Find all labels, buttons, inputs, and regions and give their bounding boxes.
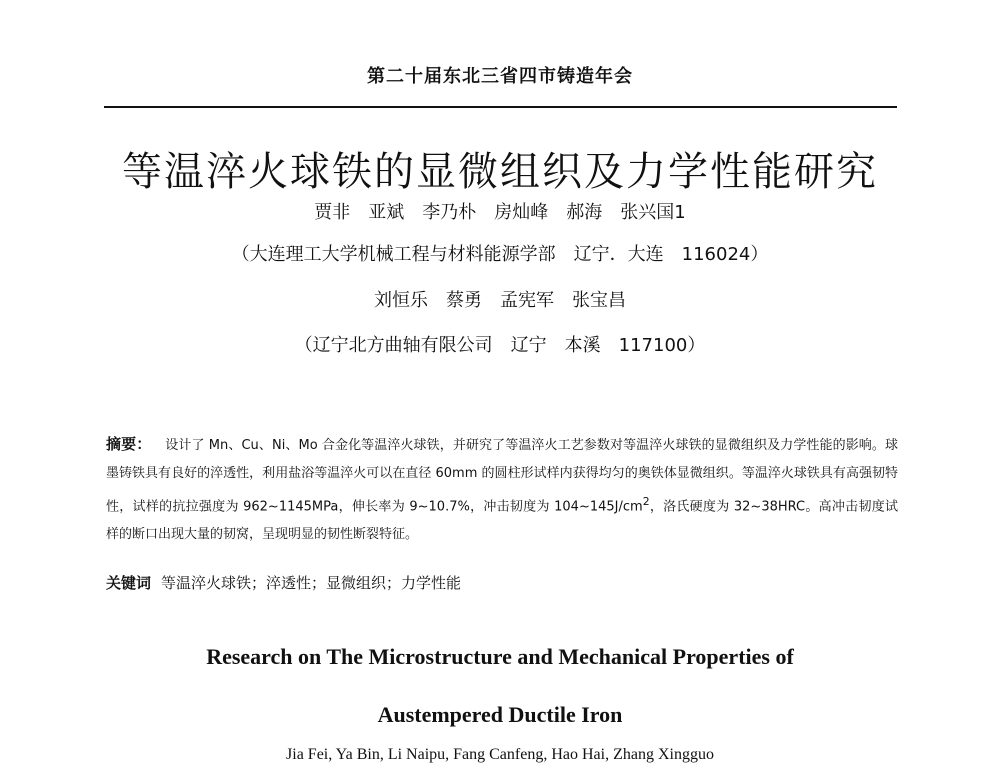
header-rule (104, 106, 897, 108)
affiliation-1: （大连理工大学机械工程与材料能源学部 辽宁．大连 116024） (231, 244, 769, 265)
keywords-text: 等温淬火球铁；淬透性；显微组织；力学性能 (161, 574, 462, 592)
abstract-label: 摘要： (106, 435, 152, 453)
authors-chinese-2: 刘恒乐 蔡勇 孟宪军 张宝昌 (374, 290, 626, 311)
keywords (106, 572, 898, 593)
authors-english: Jia Fei, Ya Bin, Li Naipu, Fang Canfeng, Hao Hai, Zhang Xingguo (286, 746, 714, 763)
affiliation-2: （辽宁北方曲轴有限公司 辽宁 本溪 117100） (294, 335, 706, 356)
abstract-superscript: 2 (642, 495, 650, 508)
abstract-text-end: ，洛氏硬度为 32~38HRC。高冲击韧度试样的断口出现大量的韧窝，呈现明显的韧性断裂特征。 (106, 499, 898, 543)
title-english-line-2: Austempered Ductile Iron (377, 702, 623, 727)
abstract-text: 设计了 Mn、Cu、Ni、Mo 合金化等温淬火球铁，并研究了等温淬火工艺参数对等温淬火球铁的显微组织及力学性能的影响。球墨铸铁具有良好的淬透性，利用盐浴等温淬火可以在直径 60mm 的圆柱形试样内获得均匀的奥铁体显微组织。等温淬火球铁具有高强韧特性，试样的抗拉强度为 962~1145MPa，伸长率为 9~10.7%，冲击韧度为 104~145J/cm (106, 438, 898, 515)
keywords-label: 关键词 (106, 574, 152, 592)
abstract (106, 430, 898, 549)
running-head: 第二十届东北三省四市铸造年会 (367, 66, 633, 87)
title-chinese: 等温淬火球铁的显微组织及力学性能研究 (122, 149, 878, 195)
authors-chinese: 贾非 亚斌 李乃朴 房灿峰 郝海 张兴国1 (314, 202, 686, 223)
title-english-line-1: Research on The Microstructure and Mechanical Properties of (206, 644, 794, 669)
